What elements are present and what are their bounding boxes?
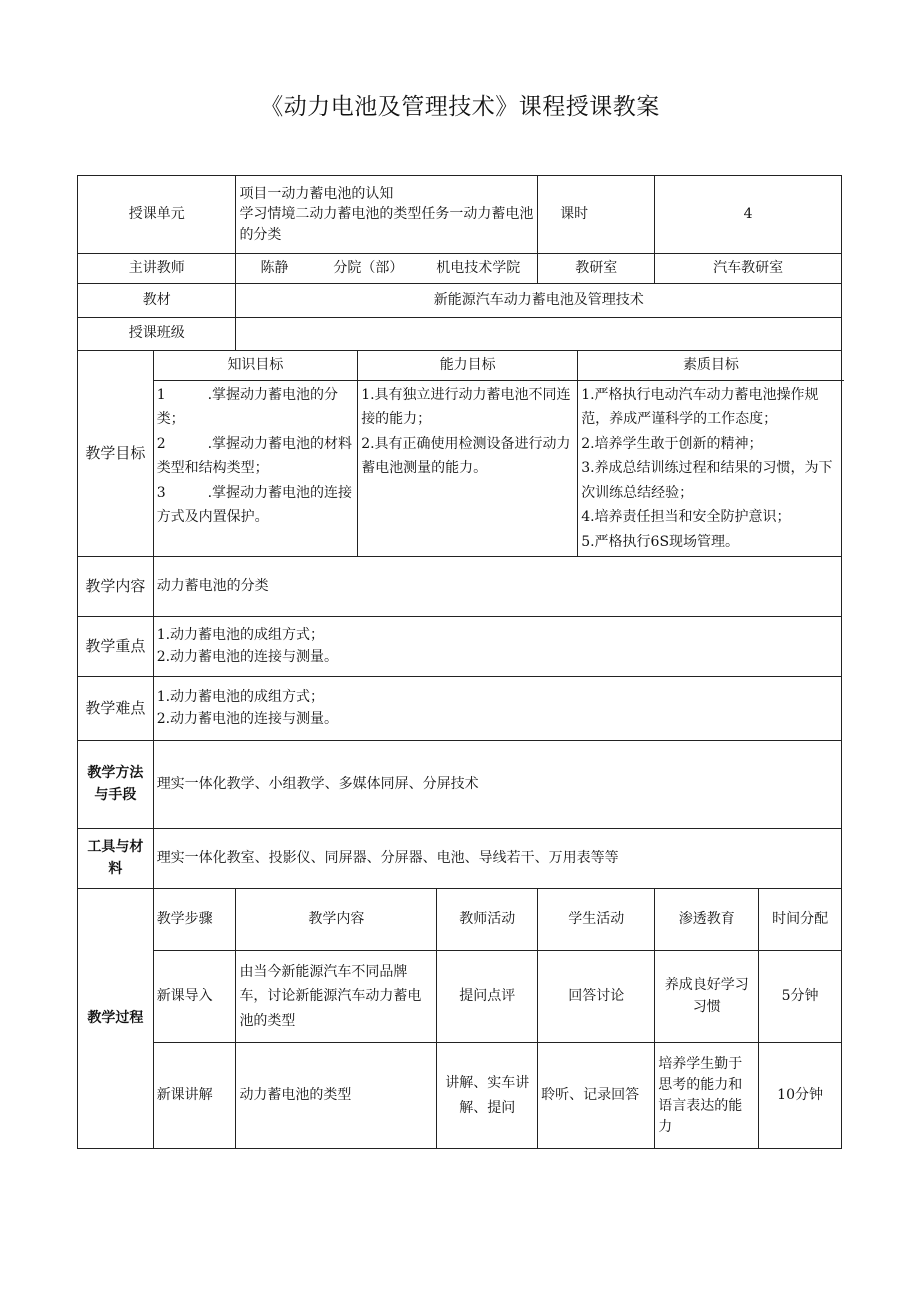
keypoints-row xyxy=(78,617,842,677)
difficulties-items xyxy=(153,677,841,741)
process-cell: 讲解、实车讲解、提问 xyxy=(437,1043,538,1149)
tools-label: 工具与材料 xyxy=(78,829,154,889)
unit-row xyxy=(78,176,842,254)
goals-row xyxy=(78,351,842,557)
unit-label: 授课单元 xyxy=(78,176,236,254)
content-value: 动力蓄电池的分类 xyxy=(153,557,841,617)
goals-grid xyxy=(153,351,841,557)
process-cell: 回答讨论 xyxy=(538,951,655,1043)
dept-label: 分院（部） xyxy=(333,259,404,276)
knowledge-item: 3 .掌握动力蓄电池的连接方式及内置保护。 xyxy=(156,484,353,525)
process-header: 时间分配 xyxy=(759,889,842,951)
ability-item: 2.具有正确使用检测设备进行动力蓄电池测量的能力。 xyxy=(361,435,571,476)
process-cell: 培养学生勤于思考的能力和语言表达的能力 xyxy=(655,1043,759,1149)
tools-value: 理实一体化教室、投影仪、同屏器、分屏器、电池、导线若干、万用表等等 xyxy=(153,829,841,889)
textbook-row xyxy=(78,284,842,318)
page-title: 《动力电池及管理技术》课程授课教案 xyxy=(260,94,660,120)
teacher-row xyxy=(78,254,842,284)
process-label: 教学过程 xyxy=(78,889,154,1149)
difficulties-label: 教学难点 xyxy=(78,677,154,741)
knowledge-item: 1 .掌握动力蓄电池的分类； xyxy=(156,386,339,427)
keypoint-item: 2.动力蓄电池的连接与测量。 xyxy=(156,648,339,665)
textbook-value: 新能源汽车动力蓄电池及管理技术 xyxy=(236,284,842,318)
content-label: 教学内容 xyxy=(78,557,154,617)
quality-items xyxy=(578,380,844,556)
process-cell: 养成良好学习习惯 xyxy=(655,951,759,1043)
dept-value: 机电技术学院 xyxy=(436,259,521,276)
process-cell: 由当今新能源汽车不同品牌车，讨论新能源汽车动力蓄电池的类型 xyxy=(236,951,437,1043)
lesson-plan-table xyxy=(77,175,842,1149)
difficulty-item: 1.动力蓄电池的成组方式； xyxy=(156,688,325,705)
ability-header: 能力目标 xyxy=(358,351,578,380)
process-cell: 聆听、记录回答 xyxy=(538,1043,655,1149)
class-value xyxy=(236,318,842,351)
teacher-name: 陈静 xyxy=(260,259,289,276)
process-cell: 提问点评 xyxy=(437,951,538,1043)
process-cell: 动力蓄电池的类型 xyxy=(236,1043,437,1149)
ability-item: 1.具有独立进行动力蓄电池不同连接的能力； xyxy=(361,386,571,427)
office-label: 教研室 xyxy=(538,254,655,284)
process-header: 渗透教育 xyxy=(655,889,759,951)
goals-label: 教学目标 xyxy=(78,351,154,557)
keypoint-item: 1.动力蓄电池的成组方式； xyxy=(156,626,325,643)
knowledge-header: 知识目标 xyxy=(154,351,358,380)
keypoints-items xyxy=(153,617,841,677)
difficulties-row xyxy=(78,677,842,741)
difficulty-item: 2.动力蓄电池的连接与测量。 xyxy=(156,710,339,727)
process-cell: 新课导入 xyxy=(153,951,236,1043)
tools-row xyxy=(78,829,842,889)
class-label: 授课班级 xyxy=(78,318,236,351)
knowledge-items xyxy=(154,380,358,556)
unit-line: 学习情境二动力蓄电池的类型任务一动力蓄电池 xyxy=(239,206,534,223)
ability-items xyxy=(358,380,578,556)
process-cell: 新课讲解 xyxy=(153,1043,236,1149)
process-header: 教学内容 xyxy=(236,889,437,951)
quality-item: 4.培养责任担当和安全防护意识； xyxy=(581,509,791,525)
class-row xyxy=(78,318,842,351)
textbook-label: 教材 xyxy=(78,284,236,318)
unit-value xyxy=(236,176,538,254)
process-header: 学生活动 xyxy=(538,889,655,951)
process-row xyxy=(78,951,842,1043)
process-header: 教师活动 xyxy=(437,889,538,951)
teacher-label: 主讲教师 xyxy=(78,254,236,284)
methods-label: 教学方法与手段 xyxy=(78,741,154,829)
process-header: 教学步骤 xyxy=(153,889,236,951)
process-cell: 5分钟 xyxy=(759,951,842,1043)
process-row xyxy=(78,1043,842,1149)
quality-item: 5.严格执行6S现场管理。 xyxy=(581,533,740,550)
methods-value: 理实一体化教学、小组教学、多媒体同屏、分屏技术 xyxy=(153,741,841,829)
quality-item: 2.培养学生敢于创新的精神； xyxy=(581,435,763,452)
hours-label: 课时 xyxy=(538,176,655,254)
teacher-info xyxy=(236,254,538,284)
hours-value: 4 xyxy=(655,176,842,254)
unit-line: 项目一动力蓄电池的认知 xyxy=(239,186,394,203)
knowledge-item: 2 .掌握动力蓄电池的材料类型和结构类型； xyxy=(156,435,353,476)
unit-line: 的分类 xyxy=(239,226,282,243)
quality-item: 1.严格执行电动汽车动力蓄电池操作规范，养成严谨科学的工作态度； xyxy=(581,386,819,427)
office-value: 汽车教研室 xyxy=(655,254,842,284)
quality-header: 素质目标 xyxy=(578,351,844,380)
content-row xyxy=(78,557,842,617)
methods-row xyxy=(78,741,842,829)
process-cell: 10分钟 xyxy=(759,1043,842,1149)
process-header-row xyxy=(78,889,842,951)
keypoints-label: 教学重点 xyxy=(78,617,154,677)
quality-item: 3.养成总结训练过程和结果的习惯，为下次训练总结经验； xyxy=(581,460,833,501)
